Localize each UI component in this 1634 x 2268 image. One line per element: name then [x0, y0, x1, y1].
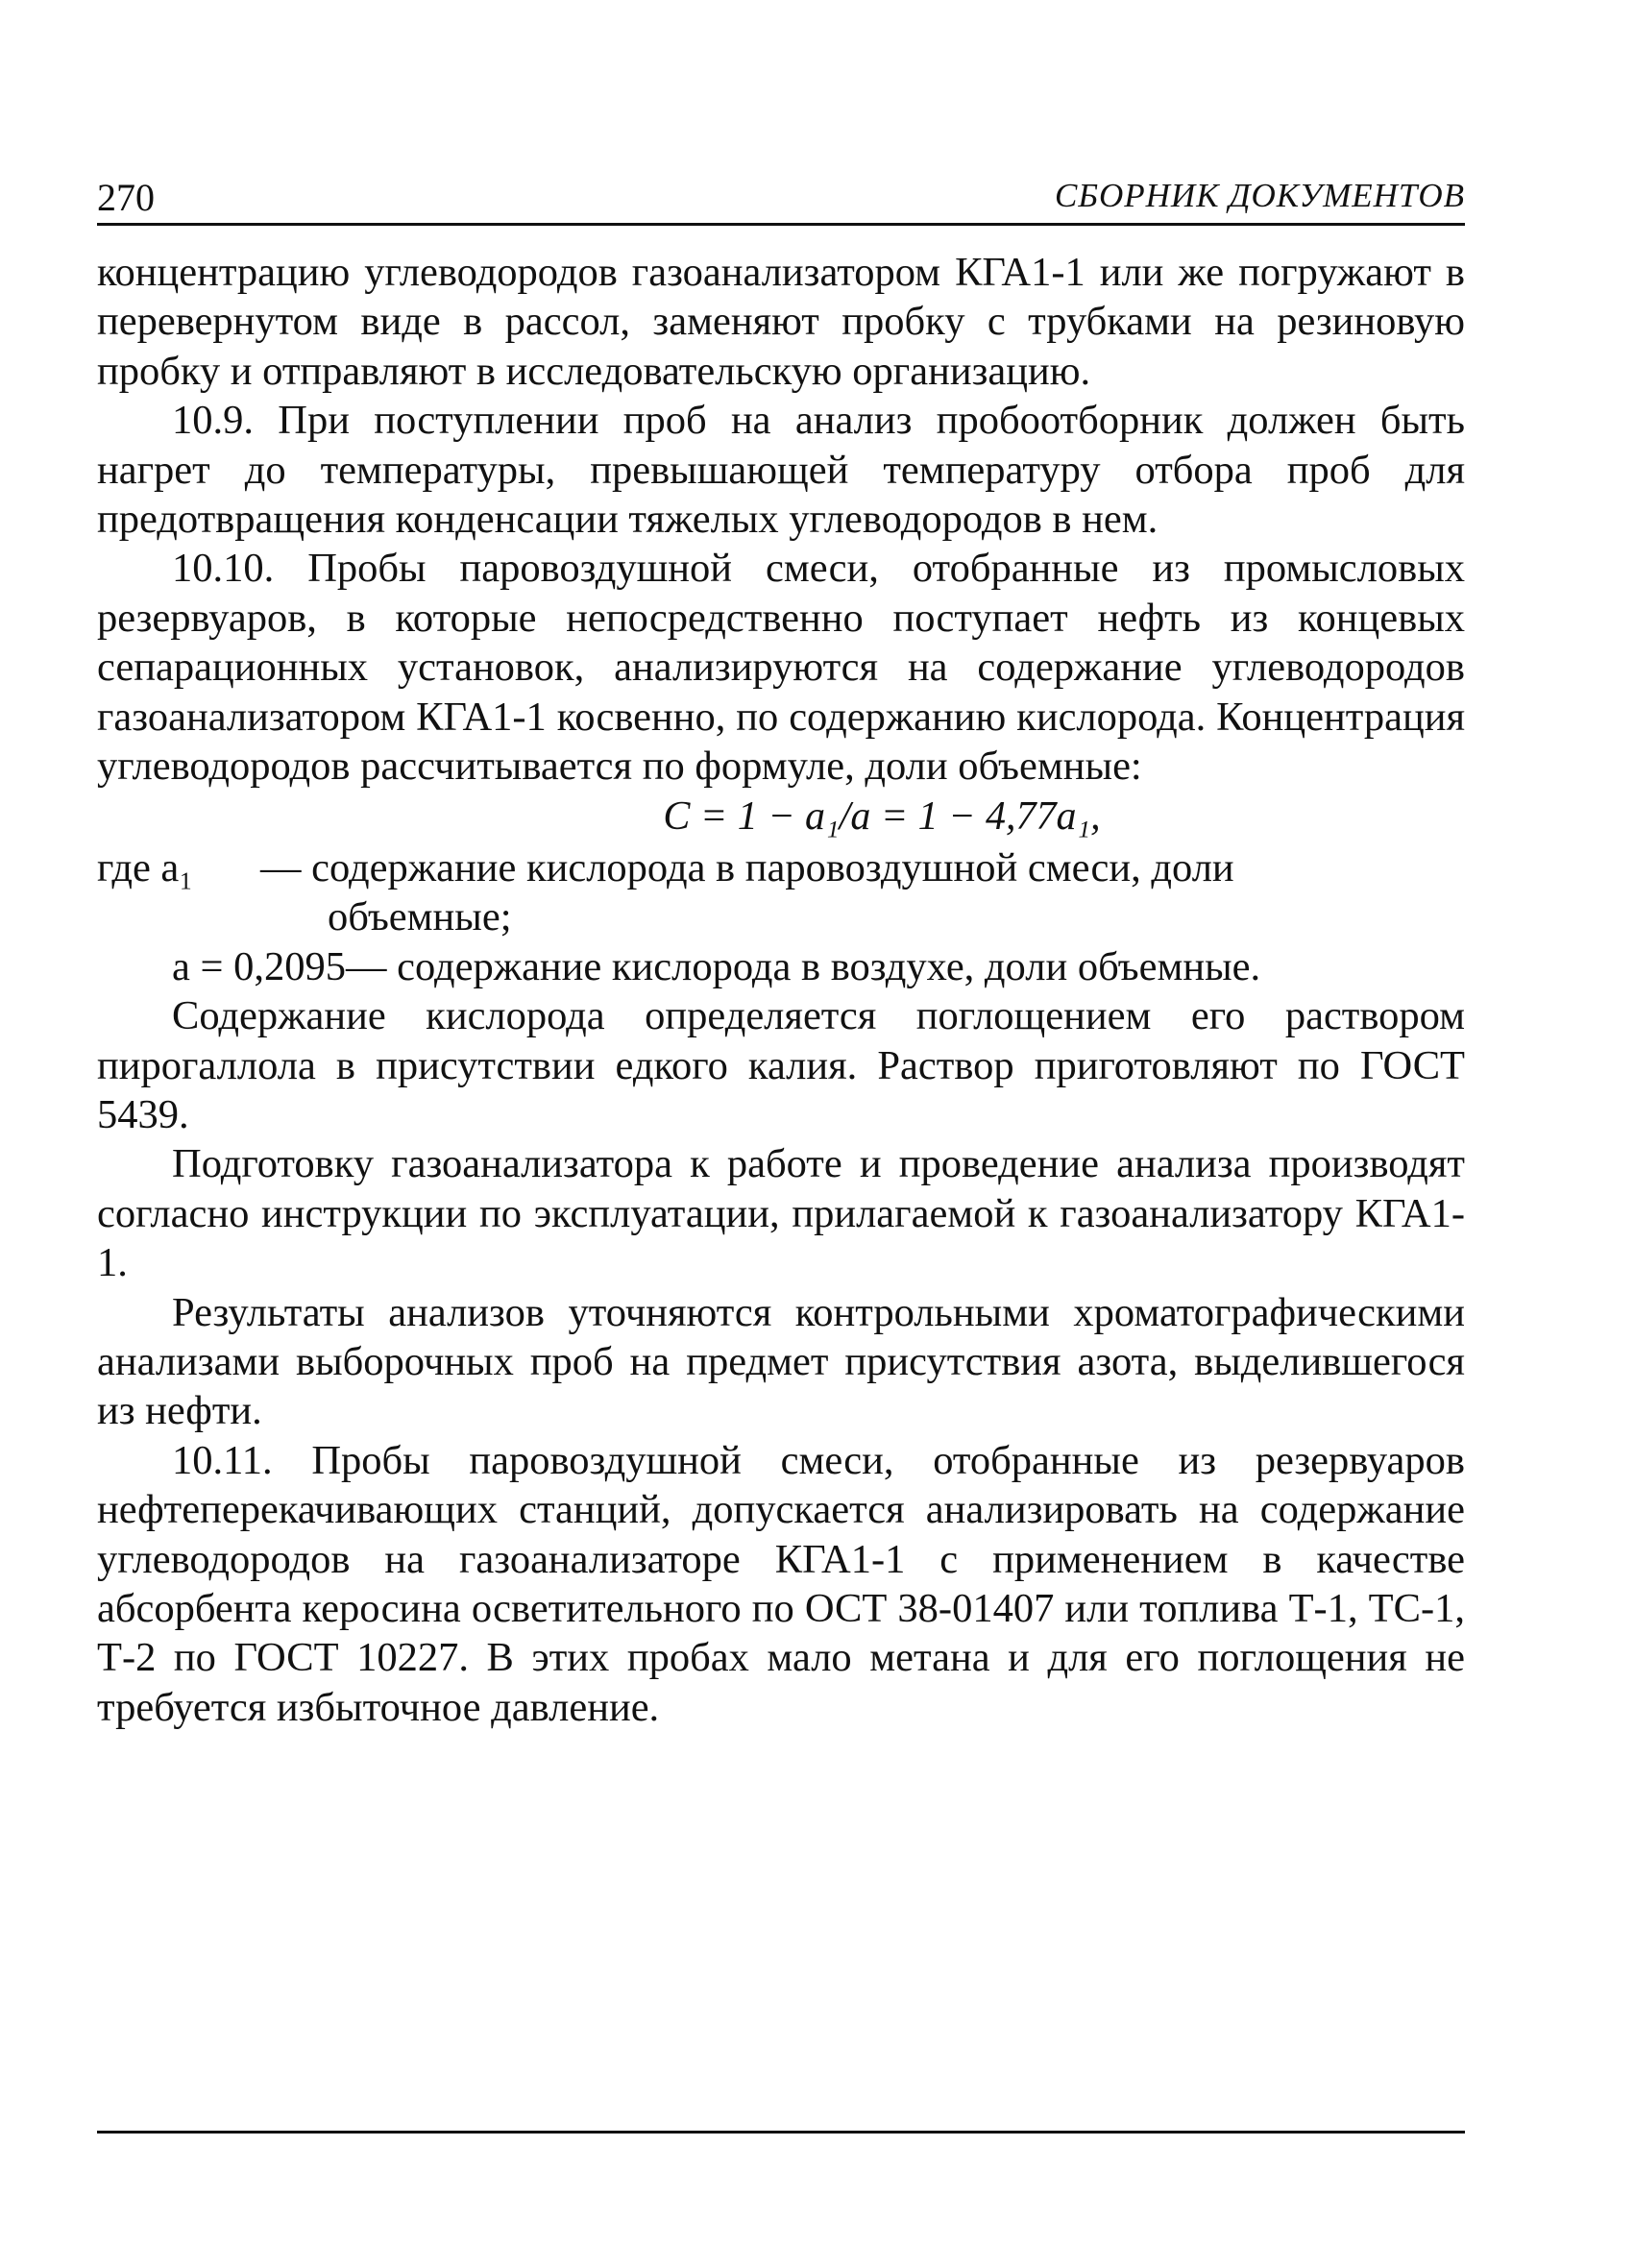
- paragraph-results: Результаты анализов уточняются контрольными хроматографическими анализами выборочных проб на предмет присутствия азота, выделившегося из нефти.: [97, 1289, 1465, 1434]
- formula-legend-a1: [97, 843, 1465, 892]
- page-header: [97, 173, 1465, 226]
- page-number: 270: [97, 176, 155, 219]
- running-title: СБОРНИК ДОКУМЕНТОВ: [1055, 177, 1465, 214]
- paragraph-10-11: 10.11. Пробы паровоздушной смеси, отобранные из резервуаров нефтеперекачивающих станций, допускается анализировать на содержание углеводородов на газоанализаторе КГА1-1 с применением в качестве абсорбента керосина осветительного по ОСТ 38-01407 или топлива Т-1, ТС-1, Т-2 по ГОСТ 10227. В этих пробах мало метана и для его поглощения не требуется избыточное давление.: [97, 1437, 1465, 1730]
- paragraph-1: концентрацию углеводородов газоанализатором КГА1-1 или же погружают в перевернутом виде в рассол, заменяют пробку с трубками на резиновую пробку и отправляют в исследовательскую организацию.: [97, 250, 1465, 394]
- paragraph-oxygen: Содержание кислорода определяется поглощением его раствором пирогаллола в присутствии едкого калия. Раствор приготовляют по ГОСТ 5439.: [97, 993, 1465, 1137]
- formula: C = 1 − a₁/a = 1 − 4,77a₁,: [663, 794, 1101, 840]
- paragraph-10-9: 10.9. При поступлении проб на анализ пробоотборник должен быть нагрет до температуры, превышающей температуру отбора проб для предотвращения конденсации тяжелых углеводородов в нем.: [97, 398, 1465, 543]
- paragraph-10-10: 10.10. Пробы паровоздушной смеси, отобранные из промысловых резервуаров, в которые непосредственно поступает нефть из концевых сепарационных установок, анализируются на содержание углеводородов газоанализатором КГА1-1 косвенно, по содержанию кислорода. Концентрация углеводородов рассчитывается по формуле, доли объемные:: [97, 546, 1465, 790]
- paragraph-preparation: Подготовку газоанализатора к работе и проведение анализа производят согласно инструкции по эксплуатации, прилагаемой к газоанализатору КГА1-1.: [97, 1141, 1465, 1286]
- legend-description-continued: объемные;: [328, 894, 512, 940]
- legend-description: — содержание кислорода в паровоздушной смеси, доли: [260, 844, 1234, 890]
- formula-legend-a: a = 0,2095— содержание кислорода в воздухе, доли объемные.: [172, 943, 1261, 989]
- page-body: [97, 248, 1465, 1732]
- legend-symbol: где a₁: [97, 844, 194, 890]
- footer-divider: [97, 2131, 1465, 2134]
